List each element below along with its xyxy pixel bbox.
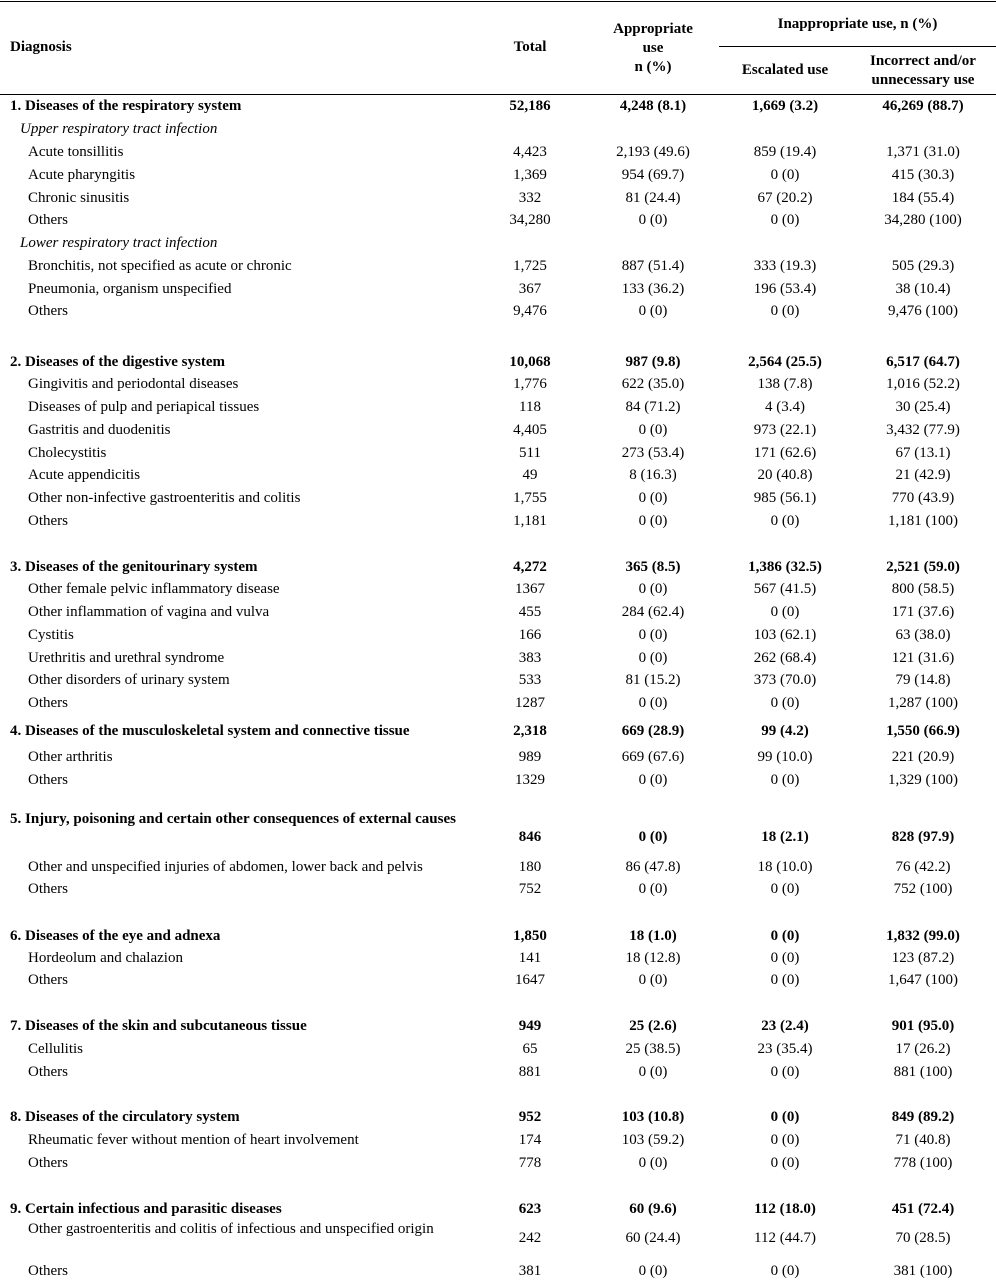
appropriate-cell: 0 (0) xyxy=(638,650,668,666)
incorrect-cell: 828 (97.9) xyxy=(891,829,955,845)
escalated-cell: 0 (0) xyxy=(770,1132,800,1148)
escalated-cell: 1,386 (32.5) xyxy=(748,559,822,575)
incorrect-cell: 71 (40.8) xyxy=(895,1132,951,1148)
incorrect-cell: 1,647 (100) xyxy=(888,972,958,988)
escalated-cell: 985 (56.1) xyxy=(753,490,817,506)
incorrect-cell: 1,371 (31.0) xyxy=(886,144,960,160)
diagnosis-cell: Others xyxy=(28,1263,68,1279)
diagnosis-cell: 3. Diseases of the genitourinary system xyxy=(10,559,258,575)
diagnosis-cell: Others xyxy=(28,1064,68,1080)
diagnosis-cell: Other female pelvic inflammatory disease xyxy=(28,581,280,597)
appropriate-cell: 0 (0) xyxy=(638,627,668,643)
diagnosis-cell: 1. Diseases of the respiratory system xyxy=(10,98,242,114)
header-escalated: Escalated use xyxy=(741,62,829,78)
escalated-cell: 333 (19.3) xyxy=(753,258,817,274)
incorrect-cell: 849 (89.2) xyxy=(891,1109,955,1125)
total-cell: 174 xyxy=(518,1132,542,1148)
incorrect-cell: 3,432 (77.9) xyxy=(886,422,960,438)
total-cell: 1329 xyxy=(515,772,545,788)
escalated-cell: 18 (2.1) xyxy=(761,829,809,845)
total-cell: 881 xyxy=(518,1064,542,1080)
total-cell: 511 xyxy=(519,445,541,461)
total-cell: 4,272 xyxy=(513,559,547,575)
escalated-cell: 112 (44.7) xyxy=(754,1230,816,1246)
escalated-cell: 859 (19.4) xyxy=(753,144,817,160)
appropriate-cell: 0 (0) xyxy=(638,581,668,597)
diagnosis-cell: Acute pharyngitis xyxy=(28,167,136,183)
diagnosis-cell: Cellulitis xyxy=(28,1041,84,1057)
total-cell: 1647 xyxy=(515,972,545,988)
total-cell: 34,280 xyxy=(509,212,551,228)
diagnosis-cell: Others xyxy=(28,772,68,788)
header-inappropriate-group: Inappropriate use, n (%) xyxy=(777,16,938,32)
total-cell: 1,776 xyxy=(513,376,547,392)
incorrect-cell: 415 (30.3) xyxy=(891,167,955,183)
escalated-cell: 0 (0) xyxy=(770,513,800,529)
total-cell: 846 xyxy=(518,829,542,845)
header-total: Total xyxy=(513,39,547,55)
escalated-cell: 103 (62.1) xyxy=(753,627,817,643)
appropriate-cell: 284 (62.4) xyxy=(621,604,685,620)
incorrect-cell: 63 (38.0) xyxy=(895,627,951,643)
appropriate-cell: 0 (0) xyxy=(638,695,668,711)
incorrect-cell: 1,550 (66.9) xyxy=(886,723,960,739)
escalated-cell: 138 (7.8) xyxy=(757,376,813,392)
diagnosis-cell: 9. Certain infectious and parasitic diseases xyxy=(10,1201,282,1217)
diagnosis-cell: Hordeolum and chalazion xyxy=(28,950,183,966)
diagnosis-cell: Other arthritis xyxy=(28,749,113,765)
diagnosis-cell: Others xyxy=(28,881,68,897)
escalated-cell: 1,669 (3.2) xyxy=(751,98,819,114)
escalated-cell: 0 (0) xyxy=(770,695,800,711)
incorrect-cell: 67 (13.1) xyxy=(895,445,951,461)
incorrect-cell: 2,521 (59.0) xyxy=(886,559,960,575)
incorrect-cell: 34,280 (100) xyxy=(884,212,962,228)
escalated-cell: 0 (0) xyxy=(770,604,800,620)
diagnosis-cell: Acute appendicitis xyxy=(28,467,141,483)
incorrect-cell: 505 (29.3) xyxy=(891,258,955,274)
appropriate-cell: 954 (69.7) xyxy=(621,167,685,183)
diagnosis-cell: 7. Diseases of the skin and subcutaneous tissue xyxy=(10,1018,307,1034)
total-cell: 989 xyxy=(518,749,542,765)
appropriate-cell: 0 (0) xyxy=(638,1155,668,1171)
incorrect-cell: 6,517 (64.7) xyxy=(886,354,960,370)
diagnosis-cell: Acute tonsillitis xyxy=(28,144,124,160)
appropriate-cell: 0 (0) xyxy=(638,1263,668,1279)
incorrect-cell: 123 (87.2) xyxy=(891,950,955,966)
total-cell: 1,850 xyxy=(513,928,547,944)
appropriate-cell: 18 (1.0) xyxy=(629,928,677,944)
escalated-cell: 0 (0) xyxy=(770,1263,800,1279)
appropriate-cell: 86 (47.8) xyxy=(625,859,681,875)
appropriate-cell: 987 (9.8) xyxy=(625,354,681,370)
total-cell: 752 xyxy=(518,881,542,897)
appropriate-cell: 887 (51.4) xyxy=(621,258,685,274)
escalated-cell: 567 (41.5) xyxy=(753,581,817,597)
appropriate-cell: 60 (9.6) xyxy=(629,1201,677,1217)
escalated-cell: 20 (40.8) xyxy=(757,467,813,483)
appropriate-cell: 0 (0) xyxy=(638,513,668,529)
diagnosis-cell: Upper respiratory tract infection xyxy=(20,121,218,137)
incorrect-cell: 778 (100) xyxy=(893,1155,953,1171)
escalated-cell: 262 (68.4) xyxy=(753,650,817,666)
total-cell: 118 xyxy=(519,399,541,415)
diagnosis-cell: Others xyxy=(28,1155,68,1171)
total-cell: 2,318 xyxy=(513,723,547,739)
total-cell: 1,725 xyxy=(513,258,547,274)
escalated-cell: 99 (10.0) xyxy=(757,749,813,765)
appropriate-cell: 60 (24.4) xyxy=(625,1230,681,1246)
incorrect-cell: 901 (95.0) xyxy=(891,1018,955,1034)
diagnosis-cell: Other and unspecified injuries of abdomen, lower back and pelvis xyxy=(28,859,423,875)
total-cell: 4,423 xyxy=(513,144,547,160)
appropriate-cell: 25 (2.6) xyxy=(629,1018,677,1034)
total-cell: 166 xyxy=(518,627,542,643)
appropriate-cell: 0 (0) xyxy=(638,422,668,438)
total-cell: 242 xyxy=(518,1230,542,1246)
appropriate-cell: 622 (35.0) xyxy=(621,376,685,392)
diagnosis-cell: 2. Diseases of the digestive system xyxy=(10,354,225,370)
diagnosis-cell: Others xyxy=(28,695,68,711)
escalated-cell: 67 (20.2) xyxy=(757,190,813,206)
appropriate-cell: 25 (38.5) xyxy=(625,1041,681,1057)
appropriate-cell: 0 (0) xyxy=(638,972,668,988)
incorrect-cell: 881 (100) xyxy=(893,1064,953,1080)
escalated-cell: 0 (0) xyxy=(770,167,800,183)
appropriate-cell: 0 (0) xyxy=(638,212,668,228)
diagnosis-cell: Diseases of pulp and periapical tissues xyxy=(28,399,260,415)
escalated-cell: 0 (0) xyxy=(770,972,800,988)
diagnosis-cell: Others xyxy=(28,303,68,319)
incorrect-cell: 79 (14.8) xyxy=(895,672,951,688)
total-cell: 332 xyxy=(518,190,542,206)
escalated-cell: 0 (0) xyxy=(770,1064,800,1080)
escalated-cell: 196 (53.4) xyxy=(753,281,817,297)
diagnosis-cell: 8. Diseases of the circulatory system xyxy=(10,1109,240,1125)
diagnosis-cell: Pneumonia, organism unspecified xyxy=(28,281,232,297)
total-cell: 1,369 xyxy=(513,167,547,183)
diagnosis-cell: Urethritis and urethral syndrome xyxy=(28,650,225,666)
diagnosis-cell: 5. Injury, poisoning and certain other consequences of external causes xyxy=(10,811,456,827)
diagnosis-cell: Chronic sinusitis xyxy=(28,190,130,206)
diagnosis-cell: Gastritis and duodenitis xyxy=(28,422,171,438)
escalated-cell: 0 (0) xyxy=(770,950,800,966)
total-cell: 180 xyxy=(518,859,542,875)
total-cell: 949 xyxy=(518,1018,542,1034)
header-incorrect-line2: unnecessary use xyxy=(871,72,975,88)
incorrect-cell: 221 (20.9) xyxy=(891,749,955,765)
escalated-cell: 4 (3.4) xyxy=(765,399,805,415)
diagnosis-cell: Others xyxy=(28,212,68,228)
appropriate-cell: 103 (10.8) xyxy=(621,1109,685,1125)
incorrect-cell: 770 (43.9) xyxy=(891,490,955,506)
appropriate-cell: 4,248 (8.1) xyxy=(619,98,687,114)
appropriate-cell: 0 (0) xyxy=(638,303,668,319)
diagnosis-cell: Cystitis xyxy=(28,627,74,643)
total-cell: 778 xyxy=(518,1155,542,1171)
escalated-cell: 0 (0) xyxy=(770,881,800,897)
appropriate-cell: 103 (59.2) xyxy=(621,1132,685,1148)
incorrect-cell: 451 (72.4) xyxy=(891,1201,955,1217)
escalated-cell: 2,564 (25.5) xyxy=(748,354,822,370)
appropriate-cell: 0 (0) xyxy=(638,1064,668,1080)
diagnosis-cell: Other gastroenteritis and colitis of infectious and unspecified origin xyxy=(28,1221,434,1237)
appropriate-cell: 2,193 (49.6) xyxy=(616,144,690,160)
incorrect-cell: 752 (100) xyxy=(893,881,953,897)
total-cell: 455 xyxy=(518,604,542,620)
appropriate-cell: 0 (0) xyxy=(638,772,668,788)
total-cell: 65 xyxy=(522,1041,538,1057)
incorrect-cell: 1,016 (52.2) xyxy=(886,376,960,392)
escalated-cell: 18 (10.0) xyxy=(757,859,813,875)
incorrect-cell: 1,181 (100) xyxy=(888,513,958,529)
appropriate-cell: 0 (0) xyxy=(638,490,668,506)
appropriate-cell: 8 (16.3) xyxy=(629,467,677,483)
header-appropriate-line2: use xyxy=(642,40,664,56)
diagnosis-cell: 6. Diseases of the eye and adnexa xyxy=(10,928,221,944)
diagnosis-cell: Bronchitis, not specified as acute or chronic xyxy=(28,258,292,274)
incorrect-cell: 121 (31.6) xyxy=(891,650,955,666)
incorrect-cell: 30 (25.4) xyxy=(895,399,951,415)
appropriate-cell: 133 (36.2) xyxy=(621,281,685,297)
escalated-cell: 373 (70.0) xyxy=(753,672,817,688)
escalated-cell: 0 (0) xyxy=(770,303,800,319)
incorrect-cell: 1,832 (99.0) xyxy=(886,928,960,944)
total-cell: 623 xyxy=(518,1201,542,1217)
total-cell: 1,181 xyxy=(513,513,547,529)
diagnosis-cell: Rheumatic fever without mention of heart involvement xyxy=(28,1132,359,1148)
incorrect-cell: 46,269 (88.7) xyxy=(882,98,964,114)
escalated-cell: 112 (18.0) xyxy=(754,1201,816,1217)
escalated-cell: 973 (22.1) xyxy=(753,422,817,438)
incorrect-cell: 76 (42.2) xyxy=(895,859,951,875)
appropriate-cell: 0 (0) xyxy=(638,881,668,897)
appropriate-cell: 365 (8.5) xyxy=(625,559,681,575)
escalated-cell: 0 (0) xyxy=(770,928,800,944)
escalated-cell: 0 (0) xyxy=(770,212,800,228)
appropriate-cell: 669 (28.9) xyxy=(621,723,685,739)
incorrect-cell: 17 (26.2) xyxy=(895,1041,951,1057)
appropriate-cell: 0 (0) xyxy=(638,829,668,845)
diagnosis-cell: Other inflammation of vagina and vulva xyxy=(28,604,270,620)
diagnosis-cell: Other disorders of urinary system xyxy=(28,672,230,688)
incorrect-cell: 1,329 (100) xyxy=(888,772,958,788)
escalated-cell: 0 (0) xyxy=(770,1155,800,1171)
total-cell: 1,755 xyxy=(513,490,547,506)
total-cell: 52,186 xyxy=(509,98,551,114)
total-cell: 381 xyxy=(518,1263,542,1279)
diagnosis-cell: 4. Diseases of the musculoskeletal system and connective tissue xyxy=(10,723,410,739)
escalated-cell: 0 (0) xyxy=(770,1109,800,1125)
total-cell: 141 xyxy=(518,950,542,966)
header-appropriate-line1: Appropriate xyxy=(613,21,693,37)
incorrect-cell: 38 (10.4) xyxy=(895,281,951,297)
total-cell: 952 xyxy=(518,1109,542,1125)
diagnosis-cell: Others xyxy=(28,972,68,988)
diagnosis-cell: Gingivitis and periodontal diseases xyxy=(28,376,239,392)
incorrect-cell: 9,476 (100) xyxy=(888,303,958,319)
incorrect-cell: 70 (28.5) xyxy=(895,1230,951,1246)
total-cell: 49 xyxy=(522,467,538,483)
total-cell: 1287 xyxy=(515,695,545,711)
incorrect-cell: 800 (58.5) xyxy=(891,581,955,597)
incorrect-cell: 381 (100) xyxy=(893,1263,953,1279)
diagnosis-cell: Lower respiratory tract infection xyxy=(20,235,218,251)
header-incorrect-line1: Incorrect and/or xyxy=(870,53,976,69)
total-cell: 1367 xyxy=(515,581,545,597)
appropriate-cell: 81 (24.4) xyxy=(625,190,681,206)
header-appropriate-line3: n (%) xyxy=(634,59,672,75)
total-cell: 10,068 xyxy=(509,354,551,370)
header-diagnosis: Diagnosis xyxy=(10,39,72,55)
escalated-cell: 0 (0) xyxy=(770,772,800,788)
total-cell: 367 xyxy=(518,281,542,297)
diagnosis-cell: Other non-infective gastroenteritis and colitis xyxy=(28,490,301,506)
appropriate-cell: 669 (67.6) xyxy=(621,749,685,765)
total-cell: 383 xyxy=(518,650,542,666)
total-cell: 533 xyxy=(518,672,542,688)
escalated-cell: 171 (62.6) xyxy=(753,445,817,461)
incorrect-cell: 184 (55.4) xyxy=(891,190,955,206)
appropriate-cell: 18 (12.8) xyxy=(625,950,681,966)
appropriate-cell: 84 (71.2) xyxy=(625,399,681,415)
incorrect-cell: 21 (42.9) xyxy=(895,467,951,483)
appropriate-cell: 273 (53.4) xyxy=(621,445,685,461)
diagnosis-cell: Others xyxy=(28,513,68,529)
escalated-cell: 23 (35.4) xyxy=(757,1041,813,1057)
escalated-cell: 23 (2.4) xyxy=(761,1018,809,1034)
incorrect-cell: 1,287 (100) xyxy=(888,695,958,711)
appropriate-cell: 81 (15.2) xyxy=(625,672,681,688)
total-cell: 4,405 xyxy=(513,422,547,438)
total-cell: 9,476 xyxy=(513,303,547,319)
incorrect-cell: 171 (37.6) xyxy=(891,604,955,620)
escalated-cell: 99 (4.2) xyxy=(761,723,809,739)
diagnosis-cell: Cholecystitis xyxy=(28,445,107,461)
